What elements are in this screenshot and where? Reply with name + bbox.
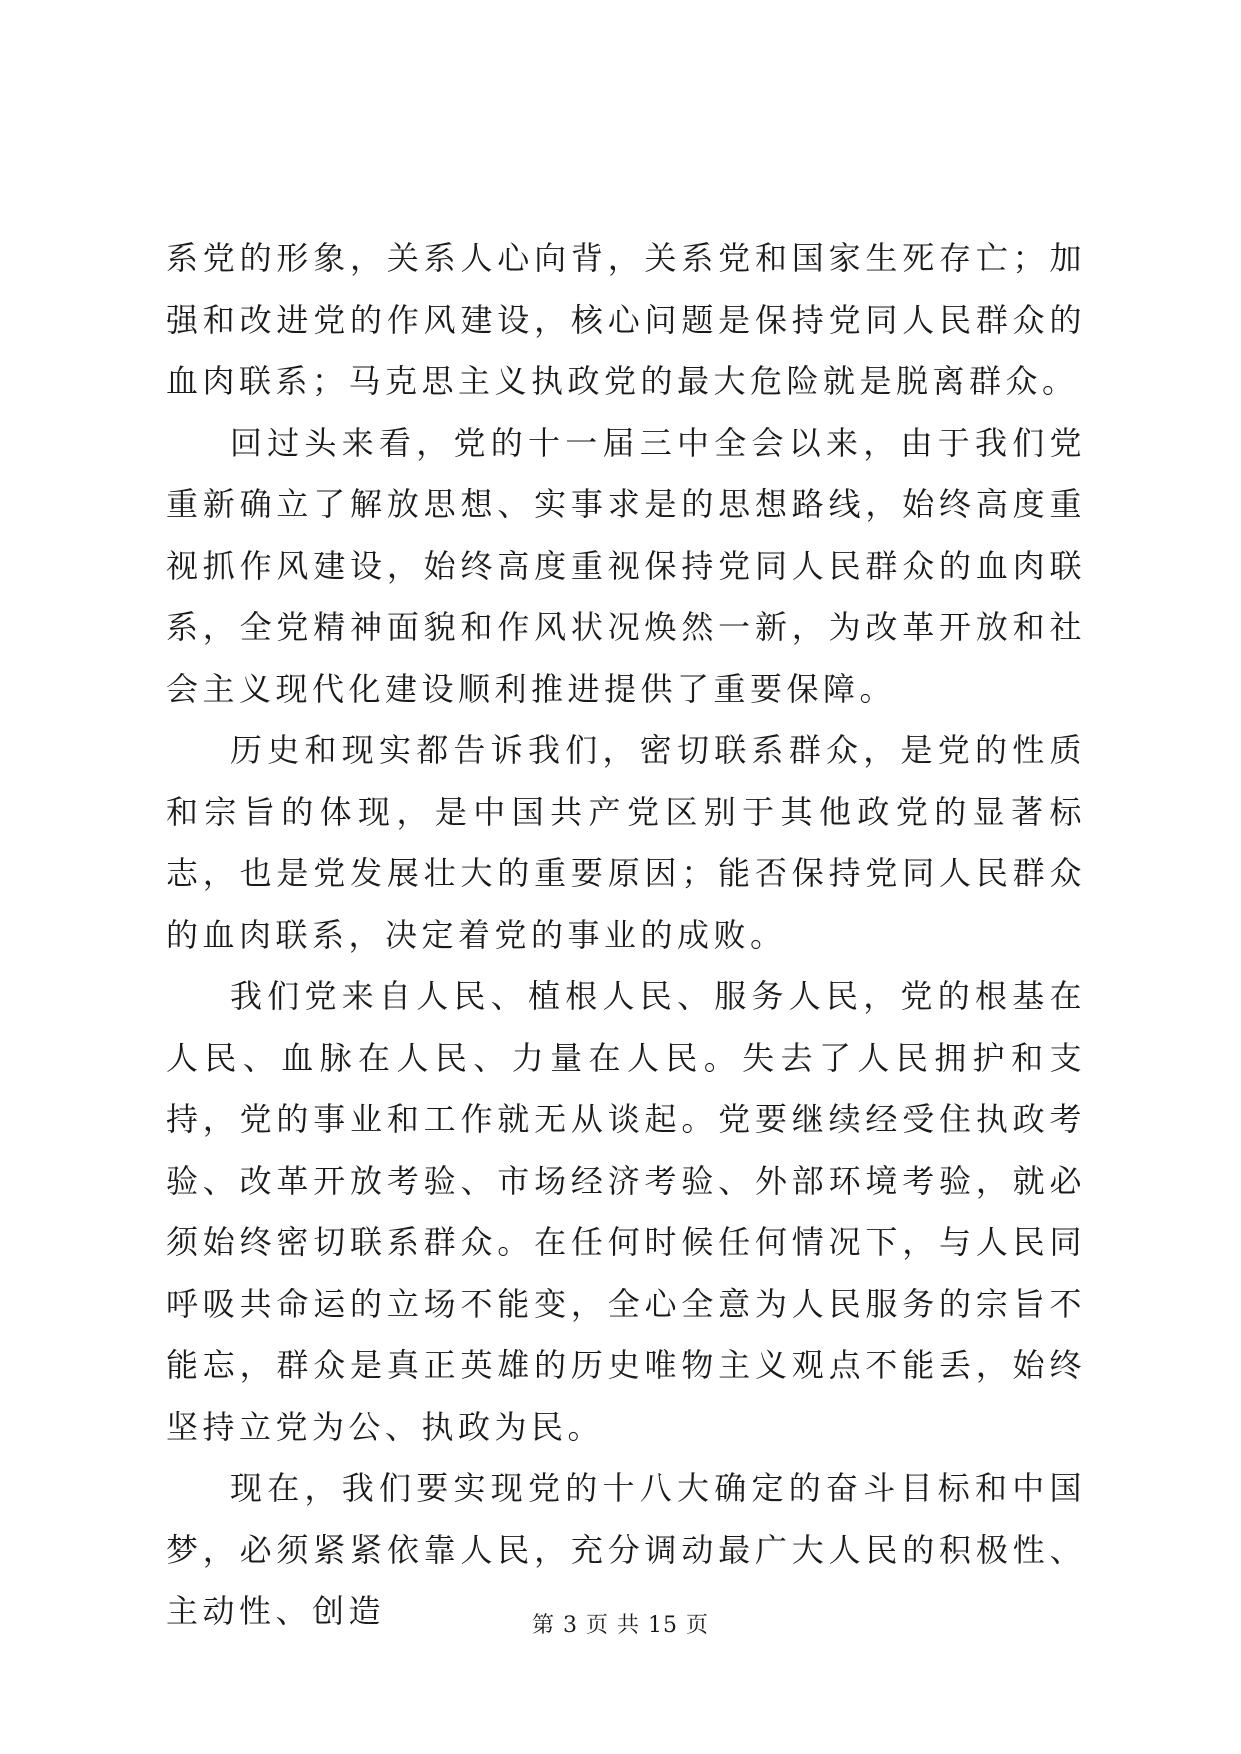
paragraph-continued: 系党的形象，关系人心向背，关系党和国家生死存亡；加强和改进党的作风建设，核心问题是保持党同人民群众的血肉联系；马克思主义执政党的最大危险就是脱离群众。: [166, 239, 1086, 400]
paragraph: 我们党来自人民、植根人民、服务人民，党的根基在人民、血脉在人民、力量在人民。失去了人民拥护和支持，党的事业和工作就无从谈起。党要继续经受住执政考验、改革开放考验、市场经济考验、外部环境考验，就必须始终密切联系群众。在任何时候任何情况下，与人民同呼吸共命运的立场不能变，全心全意为人民服务的宗旨不能忘，群众是真正英雄的历史唯物主义观点不能丢，始终坚持立党为公、执政为民。: [166, 977, 1086, 1446]
page-number-footer: 第 3 页 共 15 页: [532, 1613, 709, 1638]
body-text: [166, 228, 1086, 1643]
paragraph: 历史和现实都告诉我们，密切联系群众，是党的性质和宗旨的体现，是中国共产党区别于其他政党的显著标志，也是党发展壮大的重要原因；能否保持党同人民群众的血肉联系，决定着党的事业的成败。: [166, 731, 1086, 954]
paragraph: 现在，我们要实现党的十八大确定的奋斗目标和中国梦，必须紧紧依靠人民，充分调动最广大人民的积极性、主动性、创造: [166, 1469, 1086, 1630]
paragraph: 回过头来看，党的十一届三中全会以来，由于我们党重新确立了解放思想、实事求是的思想路线，始终高度重视抓作风建设，始终高度重视保持党同人民群众的血肉联系，全党精神面貌和作风状况焕然一新，为改革开放和社会主义现代化建设顺利推进提供了重要保障。: [166, 423, 1086, 708]
